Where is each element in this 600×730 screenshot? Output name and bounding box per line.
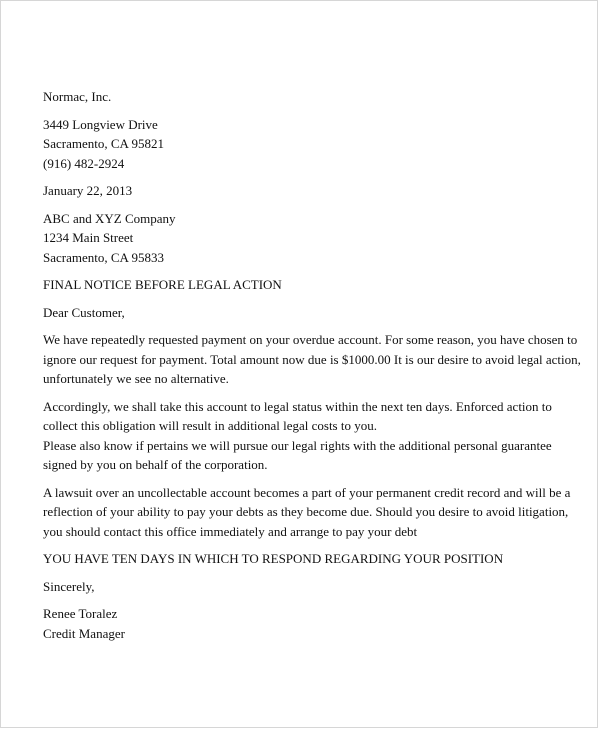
body-paragraph-2: Accordingly, we shall take this account to legal status within the next ten days. Enforced action to collect this obligation will result in additional legal costs to you. xyxy=(43,398,552,433)
recipient-city: Sacramento, CA 95833 xyxy=(43,249,164,265)
warning-line: YOU HAVE TEN DAYS IN WHICH TO RESPOND REGARDING YOUR POSITION xyxy=(43,551,504,566)
sender-company: Normac, Inc. xyxy=(43,89,112,104)
recipient-address xyxy=(43,209,583,268)
closing: Sincerely, xyxy=(43,578,95,594)
signature-block xyxy=(43,604,583,643)
signer-name: Renee Toralez xyxy=(43,606,118,621)
letter-subject: FINAL NOTICE BEFORE LEGAL ACTION xyxy=(43,277,282,292)
signer-title: Credit Manager xyxy=(43,625,125,641)
letter-body xyxy=(43,87,583,643)
letter-date: January 22, 2013 xyxy=(43,183,133,198)
body-paragraph-3: Please also know if pertains we will pursue our legal rights with the additional personal guarantee signed by you on behalf of the corporation. xyxy=(43,437,552,472)
sender-city: Sacramento, CA 95821 xyxy=(43,136,164,151)
salutation: Dear Customer, xyxy=(43,304,125,320)
sender-street: 3449 Longview Drive xyxy=(43,116,158,132)
body-paragraph-1: We have repeatedly requested payment on your overdue account. For some reason, you have chosen to ignore our request for payment. Total amount now due is $1000.00 It is our desire to avoid legal action, unfortunately we see no alternative. xyxy=(43,332,581,386)
sender-phone: (916) 482-2924 xyxy=(43,155,125,171)
body-paragraph-4: A lawsuit over an uncollectable account becomes a part of your permanent credit record and will be a reflection of your ability to pay your debts as they become due. Should you desire to avoid litigation, you should contact this office immediately and arrange to pay your debt xyxy=(43,484,571,539)
recipient-company: ABC and XYZ Company xyxy=(43,210,176,226)
sender-address xyxy=(43,115,583,174)
recipient-street: 1234 Main Street xyxy=(43,230,134,245)
